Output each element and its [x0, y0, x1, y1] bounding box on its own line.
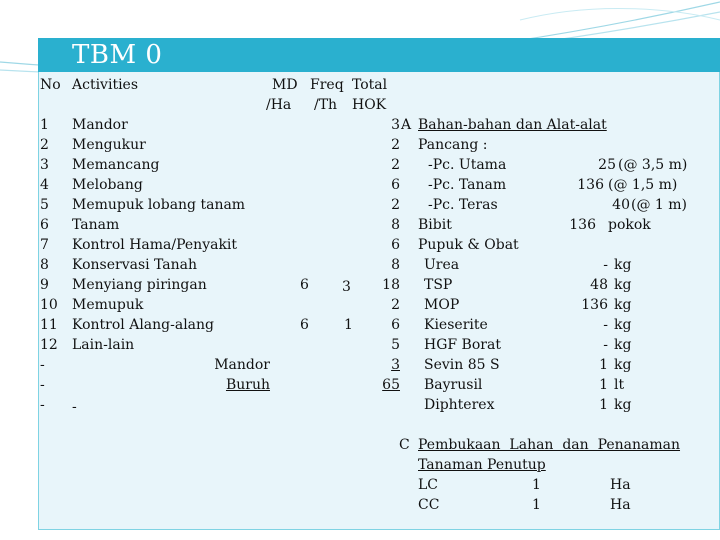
material-qty: 1 — [599, 397, 608, 413]
row-total: 3 — [391, 117, 400, 133]
material-unit: kg — [614, 297, 632, 313]
material-item: TSP — [424, 277, 453, 293]
material-item: Diphterex — [424, 397, 495, 413]
row-activity: Lain-lain — [72, 337, 135, 353]
header-activities: Activities — [72, 77, 139, 93]
row-activity: Kontrol Alang-alang — [72, 317, 214, 333]
row-activity: Tanam — [72, 217, 120, 233]
material-item: Pupuk & Obat — [418, 237, 519, 253]
blank-mark: - — [40, 397, 45, 413]
row-total: 2 — [391, 297, 400, 313]
material-item: Bayrusil — [424, 377, 483, 393]
material-item: -Pc. Tanam — [428, 177, 507, 193]
material-unit: lt — [614, 377, 625, 393]
row-total: 6 — [391, 237, 400, 253]
row-activity: Mandor — [72, 117, 128, 133]
row-total: 6 — [391, 177, 400, 193]
material-item: Pancang : — [418, 137, 488, 153]
material-qty: - — [603, 317, 608, 333]
header-md-unit: /Ha — [266, 97, 292, 113]
section-letter: C — [399, 437, 410, 453]
material-item: Kieserite — [424, 317, 488, 333]
clearing-label: LC — [418, 477, 439, 493]
material-unit: (@ 1,5 m) — [608, 177, 678, 193]
row-no: 7 — [40, 237, 49, 253]
blank-mark: - — [40, 377, 45, 393]
row-activity: Melobang — [72, 177, 143, 193]
material-unit: kg — [614, 357, 632, 373]
row-activity: Kontrol Hama/Penyakit — [72, 237, 238, 253]
clearing-unit: Ha — [610, 497, 631, 513]
header-total: Total — [352, 77, 388, 93]
row-no: 11 — [40, 317, 58, 333]
material-qty: 136 — [577, 177, 604, 193]
material-unit: kg — [614, 317, 632, 333]
clearing-label: CC — [418, 497, 440, 513]
row-activity: Konservasi Tanah — [72, 257, 198, 273]
page-title: TBM 0 — [72, 40, 163, 70]
material-qty: 136 — [569, 217, 596, 233]
row-total: 8 — [391, 217, 400, 233]
row-no: 12 — [40, 337, 58, 353]
material-item: -Pc. Teras — [428, 197, 498, 213]
row-no: 5 — [40, 197, 49, 213]
blank-mark: - — [72, 399, 77, 415]
header-total-unit: HOK — [352, 97, 387, 113]
clearing-value: 1 — [532, 497, 541, 513]
material-qty: 25 — [598, 157, 616, 173]
material-qty: 1 — [599, 377, 608, 393]
row-no: 3 — [40, 157, 49, 173]
row-md: 6 — [300, 317, 309, 333]
row-total: 2 — [391, 137, 400, 153]
subtotal-value: 65 — [382, 377, 400, 393]
row-total: 2 — [391, 157, 400, 173]
row-no: 1 — [40, 117, 49, 133]
subtotal-label: Mandor — [214, 357, 270, 373]
material-qty: 1 — [599, 357, 608, 373]
row-activity: Memancang — [72, 157, 160, 173]
row-total: 2 — [391, 197, 400, 213]
material-unit: kg — [614, 337, 632, 353]
section-heading: Bahan-bahan dan Alat-alat — [418, 117, 607, 133]
row-activity: Memupuk lobang tanam — [72, 197, 246, 213]
material-item: Sevin 85 S — [424, 357, 500, 373]
material-unit: pokok — [608, 217, 651, 233]
header-freq: Freq — [310, 77, 344, 93]
row-no: 4 — [40, 177, 49, 193]
header-freq-unit: /Th — [314, 97, 338, 113]
section-heading: Pembukaan Lahan dan Penanaman — [418, 437, 681, 453]
material-item: HGF Borat — [424, 337, 501, 353]
material-unit: kg — [614, 257, 632, 273]
row-no: 8 — [40, 257, 49, 273]
row-activity: Menyiang piringan — [72, 277, 207, 293]
subtotal-label: Buruh — [225, 377, 270, 393]
row-activity: Memupuk — [72, 297, 144, 313]
subtotal-value: 3 — [391, 357, 400, 373]
row-total: 8 — [391, 257, 400, 273]
header-md: MD — [272, 77, 298, 93]
material-item: -Pc. Utama — [428, 157, 507, 173]
row-total: 18 — [382, 277, 400, 293]
section-subheading: Tanaman Penutup — [418, 457, 546, 473]
section-letter: A — [401, 117, 412, 133]
material-unit: (@ 1 m) — [631, 197, 688, 213]
row-md: 6 — [300, 277, 309, 293]
material-unit: kg — [614, 397, 632, 413]
row-freq: 3 — [342, 279, 351, 295]
material-qty: - — [603, 337, 608, 353]
row-no: 9 — [40, 277, 49, 293]
clearing-unit: Ha — [610, 477, 631, 493]
blank-mark: - — [40, 357, 45, 373]
material-item: Bibit — [418, 217, 452, 233]
row-activity: Mengukur — [72, 137, 146, 153]
material-qty: - — [603, 257, 608, 273]
header-no: No — [40, 77, 61, 93]
row-total: 5 — [391, 337, 400, 353]
row-no: 6 — [40, 217, 49, 233]
material-unit: kg — [614, 277, 632, 293]
material-qty: 40 — [612, 197, 630, 213]
row-no: 10 — [40, 297, 58, 313]
material-qty: 136 — [581, 297, 608, 313]
clearing-value: 1 — [532, 477, 541, 493]
material-item: Urea — [424, 257, 460, 273]
material-item: MOP — [424, 297, 460, 313]
material-qty: 48 — [590, 277, 608, 293]
row-no: 2 — [40, 137, 49, 153]
material-unit: (@ 3,5 m) — [618, 157, 688, 173]
row-freq: 1 — [344, 317, 353, 333]
row-total: 6 — [391, 317, 400, 333]
